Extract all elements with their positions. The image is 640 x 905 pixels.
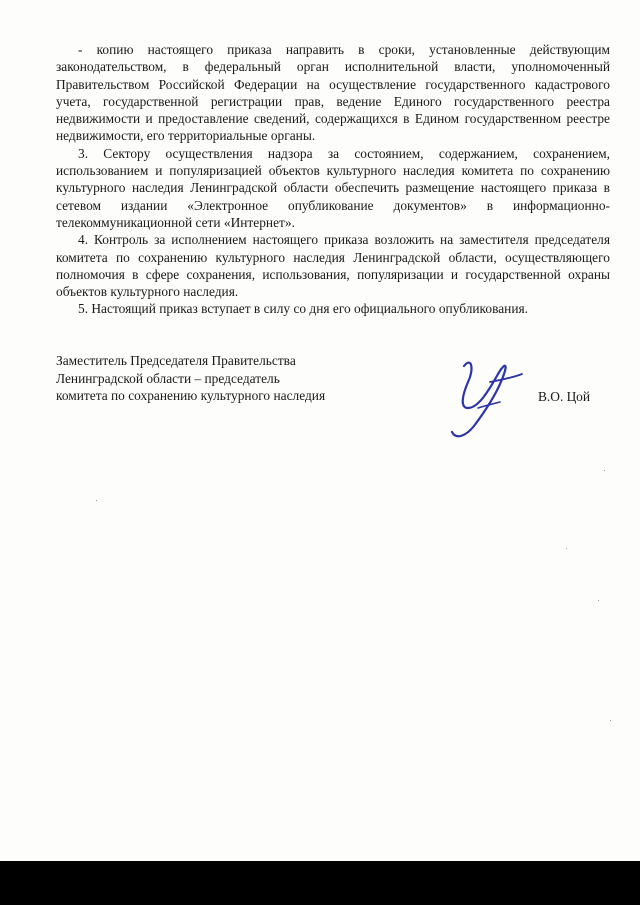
handwritten-signature	[434, 352, 526, 444]
paragraph-cadastral: - копию настоящего приказа направить в сроки, установленные действующим законодательством, в федеральный орган исполнительной власти, уполномоченный Правительством Российской Федерации на осуществление государственного кадастрового учета, государственной регистрации прав, ведение Единого государственного реестра недвижимости и предоставление сведений, содержащихся в Едином государственном реестре недвижимости, его территориальные органы.	[56, 42, 610, 144]
signatory-title-line: Ленинградской области – председатель	[56, 370, 280, 386]
document-body	[56, 41, 610, 318]
scan-border-bar	[0, 861, 640, 905]
signatory-name: В.О. Цой	[538, 389, 590, 404]
paragraph-3: 3. Сектору осуществления надзора за состоянием, содержанием, сохранением, использованием и популяризацией объектов культурного наследия комитета по сохранению культурного наследия Ленинградской области обеспечить размещение настоящего приказа в сетевом издании «Электронное опубликование документов» в информационно-телекоммуникационной сети «Интернет».	[56, 145, 610, 230]
signature-block	[56, 352, 610, 405]
signatory-title	[56, 352, 610, 405]
paragraph-4: 4. Контроль за исполнением настоящего приказа возложить на заместителя председателя комитета по сохранению культурного наследия Ленинградской области, осуществляющего полномочия в сфере сохранения, использования, популяризации и государственной охраны объектов культурного наследия.	[56, 232, 610, 300]
signatory-title-line: комитета по сохранению культурного наследия	[56, 388, 326, 404]
paragraph-5: 5. Настоящий приказ вступает в силу со дня его официального опубликования.	[78, 301, 528, 317]
signatory-title-line: Заместитель Председателя Правительства	[56, 353, 296, 368]
